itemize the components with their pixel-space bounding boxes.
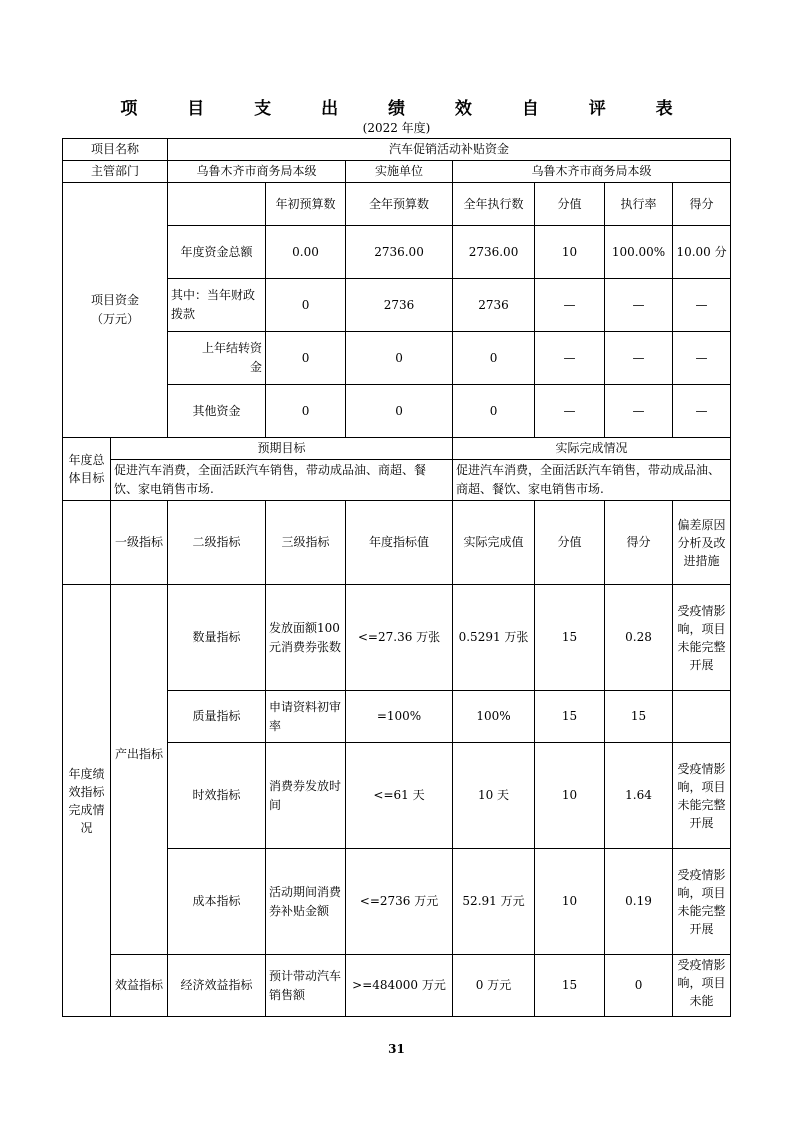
- funds-cell: 100.00%: [605, 226, 673, 279]
- funds-header: 年初预算数: [266, 183, 346, 226]
- indicator-score-value: 10: [535, 743, 605, 849]
- report-year: (2022 年度): [362, 121, 431, 135]
- funds-cell: —: [673, 385, 731, 438]
- indicator-actual: 0.5291 万张: [453, 585, 535, 691]
- funds-cell: 0.00: [266, 226, 346, 279]
- funds-header: 得分: [673, 183, 731, 226]
- indicator-header: 年度指标值: [346, 501, 453, 585]
- benefit-indicator-label: 效益指标: [111, 955, 168, 1017]
- project-name-label: 项目名称: [63, 139, 168, 161]
- indicator-level3: 活动期间消费券补贴金额: [266, 849, 346, 955]
- indicator-reason: 受疫情影响，项目未能完整开展: [673, 849, 731, 955]
- funds-cell: —: [535, 279, 605, 332]
- funds-row-label: 年度资金总额: [168, 226, 266, 279]
- output-indicator-label: 产出指标: [111, 585, 168, 955]
- funds-cell: —: [673, 332, 731, 385]
- indicator-score: 0.19: [605, 849, 673, 955]
- funds-cell: 2736.00: [453, 226, 535, 279]
- indicator-actual: 52.91 万元: [453, 849, 535, 955]
- indicator-score: 0: [605, 955, 673, 1017]
- indicator-target: <=27.36 万张: [346, 585, 453, 691]
- indicator-score: 0.28: [605, 585, 673, 691]
- indicator-level3: 申请资料初审率: [266, 691, 346, 743]
- funds-row-label: 其他资金: [168, 385, 266, 438]
- indicator-score-value: 15: [535, 585, 605, 691]
- indicators-section-label: 年度绩效指标完成情况: [63, 585, 111, 1017]
- indicator-reason: 受疫情影响，项目未能完整开展: [673, 743, 731, 849]
- indicator-score: 15: [605, 691, 673, 743]
- indicator-reason: 受疫情影响，项目未能: [673, 955, 731, 1017]
- indicator-score-value: 15: [535, 955, 605, 1017]
- actual-result-text: 促进汽车消费，全面活跃汽车销售，带动成品油、商超、餐饮、家电销售市场.: [453, 460, 731, 501]
- funds-cell: —: [605, 332, 673, 385]
- funds-cell: —: [605, 385, 673, 438]
- funds-cell: 10.00 分: [673, 226, 731, 279]
- funds-cell: 2736: [453, 279, 535, 332]
- page-number: 31: [388, 1042, 405, 1056]
- funds-header: 全年执行数: [453, 183, 535, 226]
- goals-section-label: 年度总体目标: [63, 438, 111, 501]
- indicator-header: 分值: [535, 501, 605, 585]
- funds-cell: 0: [266, 279, 346, 332]
- funds-cell: 0: [266, 332, 346, 385]
- indicator-level2: 经济效益指标: [168, 955, 266, 1017]
- funds-row-label: 其中：当年财政拨款: [168, 279, 266, 332]
- page-title: 项 目 支 出 绩 效 自 评 表: [120, 99, 695, 119]
- funds-cell: 0: [453, 385, 535, 438]
- funds-cell: 2736.00: [346, 226, 453, 279]
- indicator-level2: 质量指标: [168, 691, 266, 743]
- indicator-header: 一级指标: [111, 501, 168, 585]
- indicator-target: >=484000 万元: [346, 955, 453, 1017]
- funds-cell: 10: [535, 226, 605, 279]
- indicator-header: 得分: [605, 501, 673, 585]
- indicators-header-blank: [63, 501, 111, 585]
- indicator-level3: 预计带动汽车销售额: [266, 955, 346, 1017]
- indicator-header: 偏差原因分析及改进措施: [673, 501, 731, 585]
- indicator-actual: 10 天: [453, 743, 535, 849]
- funds-header: 全年预算数: [346, 183, 453, 226]
- expected-goal-text: 促进汽车消费，全面活跃汽车销售，带动成品油、商超、餐饮、家电销售市场.: [111, 460, 453, 501]
- dept-label: 主管部门: [63, 161, 168, 183]
- funds-row-label: 上年结转资金: [168, 332, 266, 385]
- funds-header-blank: [168, 183, 266, 226]
- indicator-level3: 消费券发放时间: [266, 743, 346, 849]
- funds-cell: 0: [346, 332, 453, 385]
- indicator-target: <=61 天: [346, 743, 453, 849]
- funds-header: 分值: [535, 183, 605, 226]
- indicator-actual: 100%: [453, 691, 535, 743]
- funds-cell: —: [605, 279, 673, 332]
- actual-result-header: 实际完成情况: [453, 438, 731, 460]
- indicator-target: <=2736 万元: [346, 849, 453, 955]
- funds-header: 执行率: [605, 183, 673, 226]
- impl-unit-value: 乌鲁木齐市商务局本级: [453, 161, 731, 183]
- funds-cell: 0: [266, 385, 346, 438]
- indicator-level2: 成本指标: [168, 849, 266, 955]
- funds-cell: 0: [346, 385, 453, 438]
- funds-cell: 2736: [346, 279, 453, 332]
- performance-table: [62, 138, 731, 1017]
- project-name-value: 汽车促销活动补贴资金: [168, 139, 731, 161]
- funds-cell: —: [535, 385, 605, 438]
- indicator-score-value: 15: [535, 691, 605, 743]
- indicator-target: =100%: [346, 691, 453, 743]
- dept-value: 乌鲁木齐市商务局本级: [168, 161, 346, 183]
- indicator-actual: 0 万元: [453, 955, 535, 1017]
- indicator-score: 1.64: [605, 743, 673, 849]
- expected-goal-header: 预期目标: [111, 438, 453, 460]
- indicator-level3: 发放面额100元消费券张数: [266, 585, 346, 691]
- indicator-level2: 时效指标: [168, 743, 266, 849]
- indicator-header: 三级指标: [266, 501, 346, 585]
- indicator-reason: [673, 691, 731, 743]
- indicator-reason: 受疫情影响，项目未能完整开展: [673, 585, 731, 691]
- funds-cell: 0: [453, 332, 535, 385]
- funds-cell: —: [673, 279, 731, 332]
- indicator-level2: 数量指标: [168, 585, 266, 691]
- indicator-header: 二级指标: [168, 501, 266, 585]
- funds-cell: —: [535, 332, 605, 385]
- funds-section-label: 项目资金 （万元）: [63, 183, 168, 438]
- indicator-header: 实际完成值: [453, 501, 535, 585]
- impl-unit-label: 实施单位: [346, 161, 453, 183]
- indicator-score-value: 10: [535, 849, 605, 955]
